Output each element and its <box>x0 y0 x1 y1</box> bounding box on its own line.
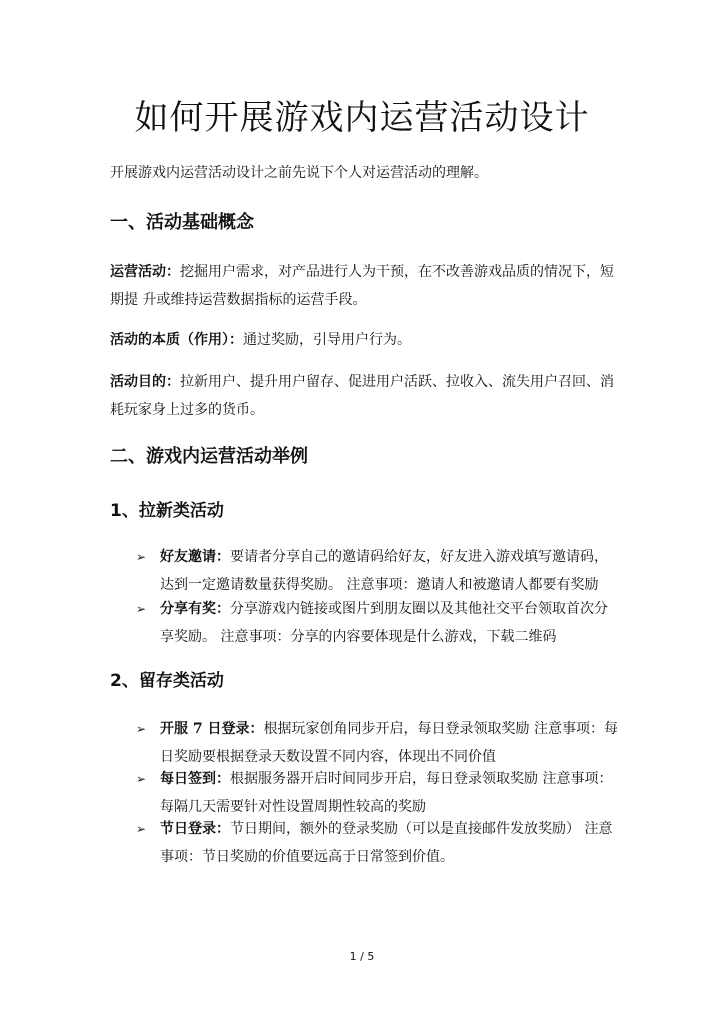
concept-label: 活动的本质（作用）： <box>110 332 243 348</box>
arrow-right-icon: ➢ <box>136 772 147 786</box>
item-label: 开服 7 日登录： <box>160 721 264 737</box>
arrow-right-icon: ➢ <box>136 822 147 836</box>
section-heading-examples: 二、游戏内运营活动举例 <box>110 446 308 467</box>
concept-text: 挖掘用户需求，对产品进行人为干预，在不改善游戏品质的情况下，短期提 升或维持运营数据指标的运营手段。 <box>110 264 614 308</box>
item-label: 每日签到： <box>160 771 230 787</box>
item-text: 节日期间，额外的登录奖励（可以是直接邮件发放奖励） 注意事项：节日奖励的价值要远高于日常签到价值。 <box>160 821 613 865</box>
concept-label: 活动目的： <box>110 374 180 390</box>
list-item-daily-checkin <box>138 765 620 821</box>
item-text: 根据玩家创角同步开启，每日登录领取奖励 注意事项：每日奖励要根据登录天数设置不同内容，体现出不同价值 <box>160 721 618 765</box>
page-number: 1 / 5 <box>349 950 375 963</box>
arrow-right-icon: ➢ <box>136 722 147 736</box>
concept-essence <box>110 326 620 354</box>
concept-text: 拉新用户、提升用户留存、促进用户活跃、拉收入、流失用户召回、消耗玩家身上过多的货币。 <box>110 374 614 418</box>
list-item-holiday-login <box>138 815 620 871</box>
item-text: 根据服务器开启时间同步开启，每日登录领取奖励 注意事项：每隔几天需要针对性设置周期性较高的奖励 <box>160 771 613 815</box>
concept-label: 运营活动： <box>110 264 180 280</box>
item-text: 分享游戏内链接或图片到朋友圈以及其他社交平台领取首次分享奖励。 注意事项：分享的内容要体现是什么游戏，下载二维码 <box>160 601 608 645</box>
arrow-right-icon: ➢ <box>136 550 147 564</box>
arrow-right-icon: ➢ <box>136 602 147 616</box>
concept-purpose <box>110 368 620 424</box>
intro-paragraph: 开展游戏内运营活动设计之前先说下个人对运营活动的理解。 <box>110 165 488 181</box>
list-item-friend-invite <box>138 543 620 599</box>
item-label: 分享有奖： <box>160 601 230 617</box>
subsection-heading-acquisition: 1、拉新类活动 <box>110 501 224 521</box>
item-text: 要请者分享自己的邀请码给好友，好友进入游戏填写邀请码，达到一定邀请数量获得奖励。 注意事项：邀请人和被邀请人都要有奖励 <box>160 549 608 593</box>
item-label: 节日登录： <box>160 821 230 837</box>
subsection-heading-retention: 2、留存类活动 <box>110 671 224 691</box>
document-title: 如何开展游戏内运营活动设计 <box>134 98 590 138</box>
list-item-7day-login <box>138 715 620 771</box>
list-item-share-reward <box>138 595 620 651</box>
concept-text: 通过奖励，引导用户行为。 <box>243 332 411 348</box>
concept-ops-activity <box>110 258 620 314</box>
section-heading-concepts: 一、活动基础概念 <box>110 212 254 233</box>
item-label: 好友邀请： <box>160 549 230 565</box>
